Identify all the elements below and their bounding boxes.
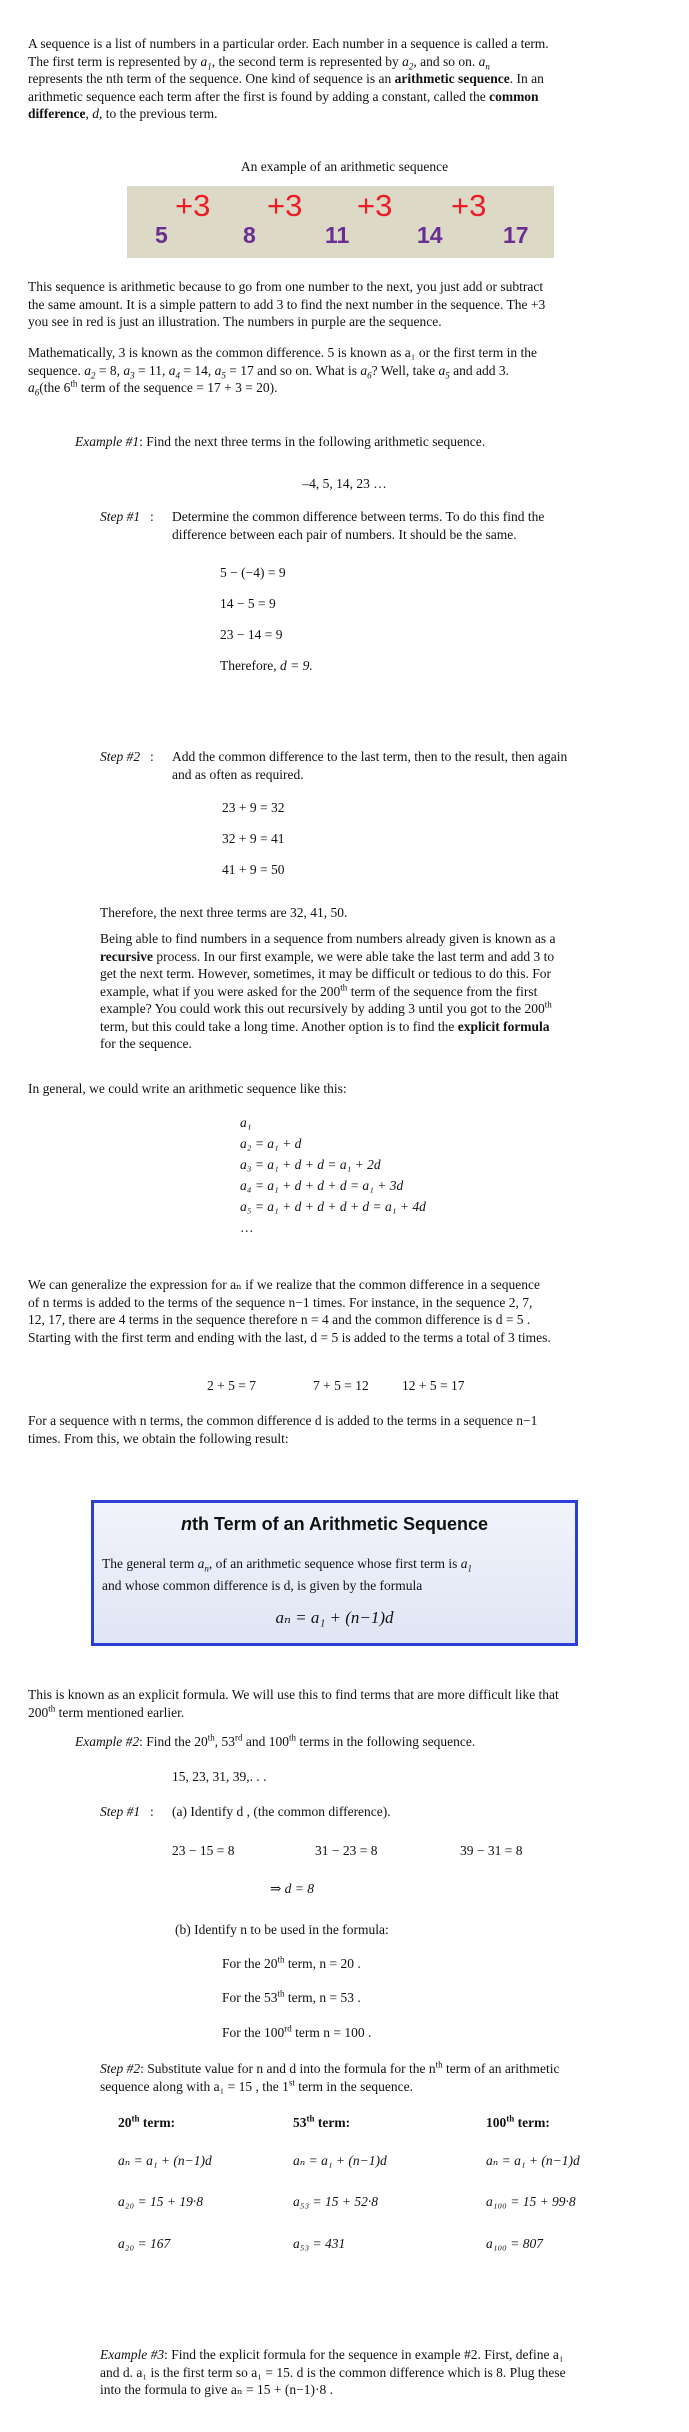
general-line: a₄ = a₁ + d + d + d = a₁ + 3d	[240, 1178, 404, 1193]
sequence-banner	[127, 186, 554, 258]
math-a4: $a_4$	[168, 362, 180, 381]
superscript: th	[207, 1732, 215, 1743]
text: example? You could work this out recursively by adding 3 until you got to the 200	[100, 1001, 545, 1017]
text-line	[100, 948, 660, 966]
sequence-number: 17	[503, 222, 529, 248]
math-a6: $a_6$	[360, 362, 372, 381]
term-arithmetic-sequence: arithmetic sequence	[394, 71, 510, 87]
colon: :	[150, 509, 154, 524]
math-an: $a_n$	[478, 53, 490, 72]
superscript: th	[306, 2113, 315, 2124]
text: term of the sequence = 17 + 3 = 20).	[80, 380, 278, 396]
sequence-number: 11	[325, 222, 350, 248]
text: (the 6	[39, 380, 71, 396]
example-1-sequence: –4, 5, 14, 23 …	[302, 476, 387, 491]
for-term-line	[222, 2024, 371, 2042]
text-line: you see in red is just an illustration. The numbers in purple are the sequence.	[28, 314, 442, 330]
for-term-line	[222, 1955, 361, 1973]
text: represents the nth term of the sequence. One kind of sequence is an	[28, 71, 392, 87]
calc-line: 23 − 14 = 9	[220, 627, 283, 642]
formula-row: a₅₃ = 15 + 52·8	[293, 2194, 378, 2210]
text: For the 20	[222, 1956, 278, 1971]
column-header	[486, 2114, 676, 2132]
math-a2: $a_2$	[84, 362, 96, 381]
text: terms in the following sequence.	[299, 1734, 476, 1749]
text: term of the sequence from the first	[350, 983, 538, 999]
text: , of an arithmetic sequence whose first term is	[208, 1556, 458, 1571]
formula-row: a₂₀ = 15 + 19·8	[118, 2194, 203, 2210]
diff-line: 23 − 15 = 8	[172, 1843, 235, 1858]
math-an: $a_n$	[197, 1556, 209, 1574]
step-text: (b) Identify n to be used in the formula:	[175, 1922, 389, 1937]
text-line: We can generalize the expression for aₙ if we realize that the common difference in a sequence	[28, 1277, 541, 1292]
math-a3: $a_3$	[123, 362, 135, 381]
general-line: …	[240, 1220, 254, 1235]
text: and 100	[245, 1734, 290, 1749]
text-line: times. From this, we obtain the following result:	[28, 1430, 289, 1446]
superscript: th	[277, 1988, 285, 1999]
text: Add the common difference to the last term, then to the result, then again	[172, 749, 568, 764]
explicit-paragraph	[28, 1686, 658, 1721]
text: = 14,	[183, 362, 212, 378]
general-sequence	[240, 1114, 426, 1240]
text: . In an	[509, 71, 544, 87]
term-column-20	[118, 2114, 318, 2252]
step-text: (a) Identify d , (the common difference).	[172, 1804, 391, 1819]
text: process. In our first example, we were able take the last term and add 3 to	[156, 948, 555, 964]
example-label: Example #3	[100, 2347, 165, 2362]
superscript: th	[340, 982, 348, 993]
sequence-number: 8	[243, 222, 256, 248]
column-header	[293, 2114, 493, 2132]
text: , and so on.	[413, 53, 476, 69]
example-caption: An example of an arithmetic sequence	[240, 159, 449, 174]
text-line	[100, 2346, 675, 2364]
calc-line: 23 + 9 = 32	[222, 800, 285, 815]
text-line	[28, 379, 658, 397]
step-label: Step #2	[100, 749, 141, 764]
recursive-paragraph	[100, 930, 660, 1053]
text: For the 53	[222, 1990, 278, 2005]
math-a2: $a_2$	[402, 53, 414, 72]
implies-line: ⇒ d = 8	[270, 1881, 315, 1896]
term-common: common	[489, 88, 539, 104]
example-2-sequence: 15, 23, 31, 39,. . .	[172, 1769, 267, 1784]
text: : Substitute value for n and d into the formula for the n	[140, 2061, 436, 2076]
term-column-100	[486, 2114, 676, 2252]
intro-line	[28, 70, 658, 88]
generalize-paragraph	[28, 1276, 658, 1346]
intro-line	[28, 88, 658, 106]
text: 100	[486, 2115, 507, 2130]
text: sequence along with a₁ = 15 , the 1	[100, 2078, 289, 2094]
text: term of an arithmetic	[445, 2061, 560, 2076]
formula-box-text	[102, 1555, 572, 1573]
text: , the second term is represented by	[211, 53, 399, 69]
example-label: Example #2	[75, 1734, 140, 1749]
text-line: For a sequence with n terms, the common difference d is added to the terms in a sequence n−1	[28, 1413, 538, 1428]
math-a5: $a_5$	[438, 362, 450, 381]
formula-row: aₙ = a₁ + (n−1)d	[118, 2152, 212, 2168]
text-line: get the next term. However, sometimes, it may be difficult or tedious to do this. For	[100, 966, 552, 982]
text: term, n = 20 .	[287, 1956, 361, 1971]
diff-line: 39 − 31 = 8	[460, 1843, 523, 1858]
text: 20	[118, 2115, 132, 2130]
superscript: th	[435, 2059, 443, 2070]
term-column-53	[293, 2114, 493, 2252]
math-a5: $a_5$	[214, 362, 226, 381]
formula-row: a₁₀₀ = 15 + 99·8	[486, 2194, 576, 2210]
text: and as often as required.	[172, 766, 304, 782]
superscript: rd	[235, 1732, 243, 1743]
text: sequence.	[28, 362, 81, 378]
formula-row: a₂₀ = 167	[118, 2235, 171, 2251]
intro-paragraph	[28, 35, 658, 123]
sum-line: 12 + 5 = 17	[402, 1378, 465, 1393]
text: Determine the common difference between terms. To do this find the	[172, 509, 545, 524]
text-line: 12, 17, there are 4 terms in the sequence therefore n = 4 and the common difference is d = 5 .	[28, 1312, 531, 1328]
text: term mentioned earlier.	[58, 1704, 185, 1720]
calc-line: 14 − 5 = 9	[220, 596, 276, 611]
text: term n = 100 .	[295, 2025, 372, 2040]
text-line: into the formula to give aₙ = 15 + (n−1)·8 .	[100, 2382, 334, 2398]
superscript: th	[70, 378, 78, 389]
example-1-heading	[75, 433, 485, 451]
text-line: Mathematically, 3 is known as the common difference. 5 is known as a₁ or the first term in the	[28, 345, 537, 360]
superscript: rd	[284, 2023, 292, 2034]
text-line: Being able to find numbers in a sequence from numbers already given is known as a	[100, 931, 556, 946]
text: , to the previous term.	[98, 106, 218, 122]
example-2-heading	[75, 1733, 475, 1751]
superscript: th	[48, 1703, 56, 1714]
title-n: n	[180, 1514, 192, 1534]
text: For the 100	[222, 2025, 285, 2040]
general-line: a₂ = a₁ + d	[240, 1136, 302, 1151]
formula-row: aₙ = a₁ + (n−1)d	[486, 2152, 580, 2168]
general-line: a₅ = a₁ + d + d + d + d = a₁ + 4d	[240, 1199, 426, 1214]
text: : Find the next three terms in the following arithmetic sequence.	[139, 434, 486, 449]
text: example, what if you were asked for the 200	[100, 983, 341, 999]
text: : Find the explicit formula for the sequence in example #2. First, define a₁	[164, 2347, 564, 2362]
text-line: for the sequence.	[100, 1036, 192, 1052]
formula-row: a₅₃ = 431	[293, 2235, 346, 2251]
intro-line	[28, 53, 658, 71]
text: : Find the 20	[139, 1734, 208, 1749]
general-line: a₁	[240, 1115, 252, 1130]
math-a6: $a_6$	[28, 380, 40, 398]
plus-three-label: +3	[357, 188, 393, 223]
general-intro: In general, we could write an arithmetic sequence like this:	[28, 1081, 347, 1096]
calc-line: 5 − (−4) = 9	[220, 565, 286, 580]
nth-term-formula: aₙ = a₁ + (n−1)d	[275, 1608, 394, 1627]
math: d = 9.	[279, 658, 313, 673]
example-1-conclusion: Therefore, the next three terms are 32, 41, 50.	[100, 905, 348, 920]
superscript: th	[277, 1954, 285, 1965]
formula-box-title	[94, 1513, 575, 1536]
sum-line: 2 + 5 = 7	[207, 1378, 256, 1393]
step-label: Step #1	[100, 1804, 141, 1819]
example-label: Example #1	[75, 434, 140, 449]
title-text: th Term of an Arithmetic Sequence	[191, 1514, 489, 1534]
text-line: This is known as an explicit formula. We will use this to find terms that are more difficult like that	[28, 1687, 559, 1702]
column-header	[118, 2114, 318, 2132]
sum-line: 7 + 5 = 12	[313, 1378, 369, 1393]
colon: :	[150, 749, 154, 764]
superscript: th	[506, 2113, 515, 2124]
explain-paragraph	[28, 278, 658, 331]
superscript: st	[288, 2077, 295, 2088]
superscript: th	[131, 2113, 140, 2124]
step-text	[172, 748, 652, 783]
math-paragraph	[28, 344, 658, 397]
sequence-number: 14	[417, 222, 443, 248]
diff-line: 31 − 23 = 8	[315, 1843, 378, 1858]
step-text	[172, 508, 652, 543]
nth-term-formula-box	[91, 1500, 578, 1646]
intro-line: difference, d, to the previous term.	[28, 106, 218, 122]
text: term:	[317, 2115, 351, 2130]
text-line	[28, 362, 658, 380]
text: The general term	[102, 1556, 195, 1571]
term-explicit-formula: explicit formula	[457, 1018, 550, 1034]
calc-line: 41 + 9 = 50	[222, 862, 285, 877]
text-line	[28, 1704, 658, 1722]
text: difference between each pair of numbers. It should be the same.	[172, 526, 517, 542]
example-3-paragraph	[100, 2346, 675, 2399]
text: term, but this could take a long time. Another option is to find the	[100, 1018, 455, 1034]
colon: :	[150, 1804, 154, 1819]
text: = 17 and so on. What is	[229, 362, 357, 378]
superscript: th	[544, 999, 552, 1010]
for-term-line	[222, 1989, 361, 2007]
superscript: th	[289, 1732, 297, 1743]
text: term in the sequence.	[298, 2078, 414, 2094]
text: arithmetic sequence each term after the first is found by adding a constant, called the	[28, 88, 486, 104]
sequence-number: 5	[155, 222, 168, 248]
text: ? Well, take	[371, 362, 436, 378]
formula-row: aₙ = a₁ + (n−1)d	[293, 2152, 387, 2168]
general-line: a₃ = a₁ + d + d = a₁ + 2d	[240, 1157, 381, 1172]
text: term:	[142, 2115, 176, 2130]
text-line: and d. a₁ is the first term so a₁ = 15. d is the common difference which is 8. Plug these	[100, 2364, 566, 2380]
intro-line: A sequence is a list of numbers in a particular order. Each number in a sequence is called a term.	[28, 36, 549, 51]
step-label: Step #1	[100, 509, 141, 524]
text-line	[100, 1018, 660, 1036]
text: = 8,	[98, 362, 120, 378]
plus-three-label: +3	[451, 188, 487, 223]
term-difference: difference	[28, 106, 86, 122]
text-line: Starting with the first term and ending with the last, d = 5 is added to the terms a total of 3 times.	[28, 1329, 551, 1345]
formula-row: a₁₀₀ = 807	[486, 2235, 543, 2251]
formula-box-text: and whose common difference is d, is given by the formula	[102, 1578, 423, 1593]
plus-three-label: +3	[175, 188, 211, 223]
math-a1: $a_1$	[200, 53, 212, 72]
math-d: d	[92, 106, 99, 122]
sequence-n-paragraph	[28, 1412, 658, 1447]
step-2-text	[100, 2060, 660, 2095]
text-line: of n terms is added to the terms of the sequence n−1 times. For instance, in the sequence 2, 7,	[28, 1294, 533, 1310]
text: Therefore,	[220, 658, 277, 673]
text: , 53	[214, 1734, 236, 1749]
text: 53	[293, 2115, 307, 2130]
term-recursive: recursive	[100, 948, 153, 964]
text: The first term is represented by	[28, 53, 198, 69]
step-label: Step #2	[100, 2061, 141, 2076]
plus-three-label: +3	[267, 188, 303, 223]
text: term:	[517, 2115, 550, 2130]
text-line: This sequence is arithmetic because to go from one number to the next, you just add or subtract	[28, 279, 544, 294]
text: 200	[28, 1704, 49, 1720]
text-line	[100, 983, 660, 1001]
text: and add 3.	[453, 362, 509, 378]
therefore-line	[220, 657, 313, 675]
math-a1: $a_1$	[460, 1556, 472, 1574]
text-line	[100, 1000, 660, 1018]
text: = 11,	[137, 362, 166, 378]
text-line: the same amount. It is a simple pattern to add 3 to find the next number in the sequence. The +3	[28, 296, 546, 312]
calc-line: 32 + 9 = 41	[222, 831, 285, 846]
text: term, n = 53 .	[287, 1990, 361, 2005]
